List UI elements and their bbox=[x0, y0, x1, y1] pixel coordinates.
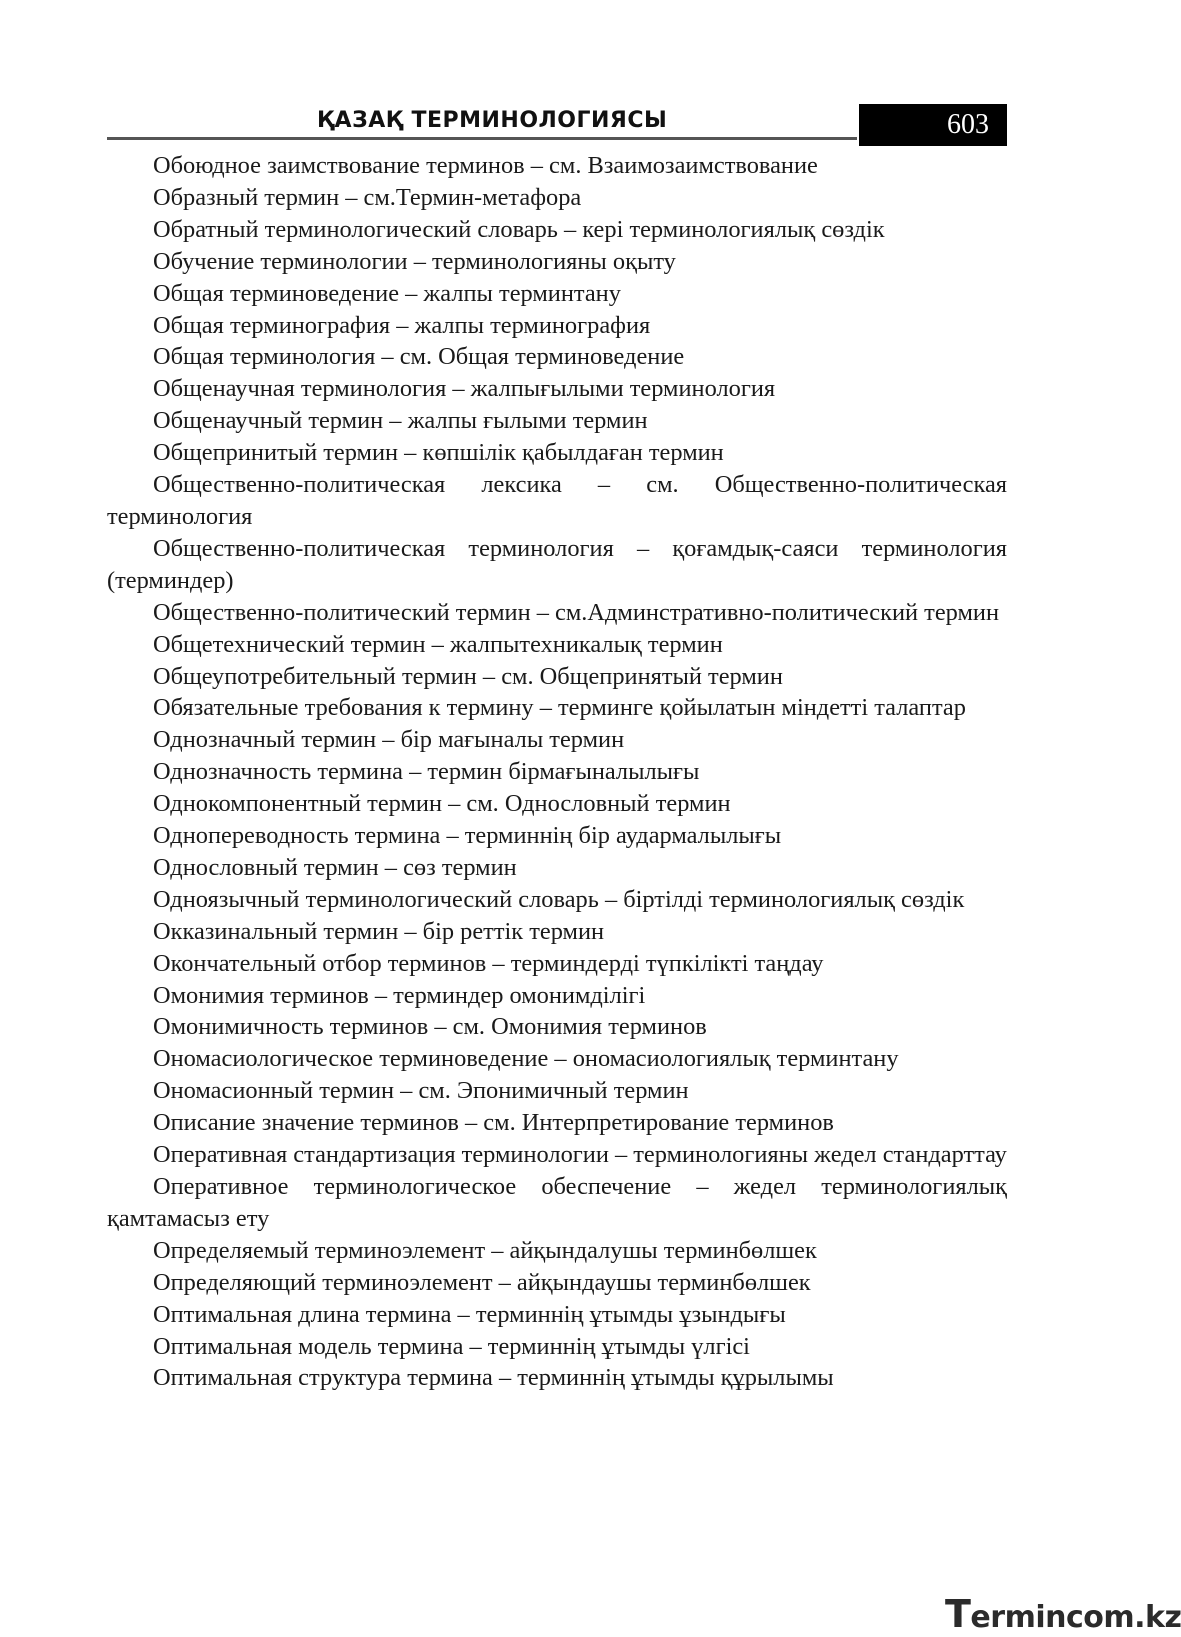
glossary-entry: Омонимия терминов – терминдер омонимділігі bbox=[153, 981, 646, 1009]
glossary-entry: Общественно-политическая лексика – см. Общественно-политическая терминология bbox=[107, 471, 1007, 530]
watermark-t: T bbox=[945, 1592, 971, 1636]
glossary-entry: Однословный термин – сөз термин bbox=[153, 853, 517, 881]
glossary-entry: Одноязычный терминологический словарь – біртілді терминологиялық сөздік bbox=[153, 885, 965, 913]
glossary-entry: Однозначность термина – термин бірмағыналылығы bbox=[153, 758, 700, 786]
glossary-entry: Общенаучная терминология – жалпығылыми терминология bbox=[153, 375, 776, 403]
glossary-entry: Оптимальная модель термина – терминнің ұтымды үлгісі bbox=[153, 1332, 750, 1360]
glossary-entry: Общенаучный термин – жалпы ғылыми термин bbox=[153, 407, 648, 435]
glossary-entry: Ономасиологическое терминоведение – ономасиологиялық терминтану bbox=[153, 1045, 899, 1073]
book-title: ҚАЗАҚ ТЕРМИНОЛОГИЯСЫ bbox=[317, 108, 668, 133]
glossary-entry: Общеупотребительный термин – см. Общепринятый термин bbox=[153, 662, 783, 690]
glossary-entry: Обратный терминологический словарь – кері терминологиялық сөздік bbox=[153, 215, 885, 243]
glossary-entry: Образный термин – см.Термин-метафора bbox=[153, 183, 582, 211]
glossary-entries bbox=[107, 150, 1007, 1394]
glossary-entry: Оперативная стандартизация терминологии – терминологияны жедел стандарттау bbox=[153, 1141, 1007, 1169]
glossary-entry: Оптимальная структура термина – терминнің ұтымды құрылымы bbox=[153, 1364, 834, 1392]
glossary-entry: Общая терминология – см. Общая терминоведение bbox=[153, 343, 685, 371]
glossary-entry: Общая терминоведение – жалпы терминтану bbox=[153, 279, 621, 307]
glossary-entry: Общественно-политическая терминология – қоғамдық-саяси терминология (терминдер) bbox=[107, 534, 1007, 594]
glossary-entry: Общая терминография – жалпы терминография bbox=[153, 311, 651, 339]
glossary-entry: Омонимичность терминов – см. Омонимия терминов bbox=[153, 1013, 707, 1041]
glossary-entry: Определяемый терминоэлемент – айқындалушы терминбөлшек bbox=[153, 1236, 817, 1264]
glossary-entry: Однопереводность термина – терминнің бір аудармалылығы bbox=[153, 822, 782, 850]
glossary-entry: Окказинальный термин – бір реттік термин bbox=[153, 917, 605, 945]
glossary-entry: Описание значение терминов – см. Интерпретирование терминов bbox=[153, 1109, 834, 1137]
glossary-entry: Обоюдное заимствование терминов – см. Взаимозаимствование bbox=[153, 152, 818, 179]
glossary-entry: Общепринитый термин – көпшілік қабылдаған термин bbox=[153, 439, 724, 467]
glossary-entry: Общетехнический термин – жалпытехникалық термин bbox=[153, 630, 723, 658]
glossary-entry: Определяющий терминоэлемент – айқындаушы терминбөлшек bbox=[153, 1268, 811, 1296]
glossary-entry: Однокомпонентный термин – см. Однословный термин bbox=[153, 790, 731, 818]
page-number: 603 bbox=[859, 104, 1007, 146]
header-rule bbox=[107, 137, 857, 140]
watermark-text: ermincom.kz bbox=[970, 1600, 1181, 1635]
glossary-entry: Оперативное терминологическое обеспечение – жедел терминологиялық қамтамасыз ету bbox=[107, 1173, 1007, 1232]
glossary-entry: Обучение терминологии – терминологияны оқыту bbox=[153, 247, 676, 275]
glossary-entry: Ономасионный термин – см. Эпонимичный термин bbox=[153, 1077, 689, 1105]
glossary-entry: Оптимальная длина термина – терминнің ұтымды ұзындығы bbox=[153, 1300, 786, 1328]
termincom-watermark-logo bbox=[945, 1592, 1181, 1636]
glossary-entry: Общественно-политический термин – см.Админстративно-политический термин bbox=[153, 598, 1000, 626]
glossary-entry: Окончательный отбор терминов – терминдерді түпкілікті таңдау bbox=[153, 949, 824, 977]
page-header bbox=[107, 104, 1007, 146]
glossary-entry: Обязательные требования к термину – терминге қойылатын міндетті талаптар bbox=[153, 694, 966, 722]
glossary-entry: Однозначный термин – бір мағыналы термин bbox=[153, 726, 625, 754]
